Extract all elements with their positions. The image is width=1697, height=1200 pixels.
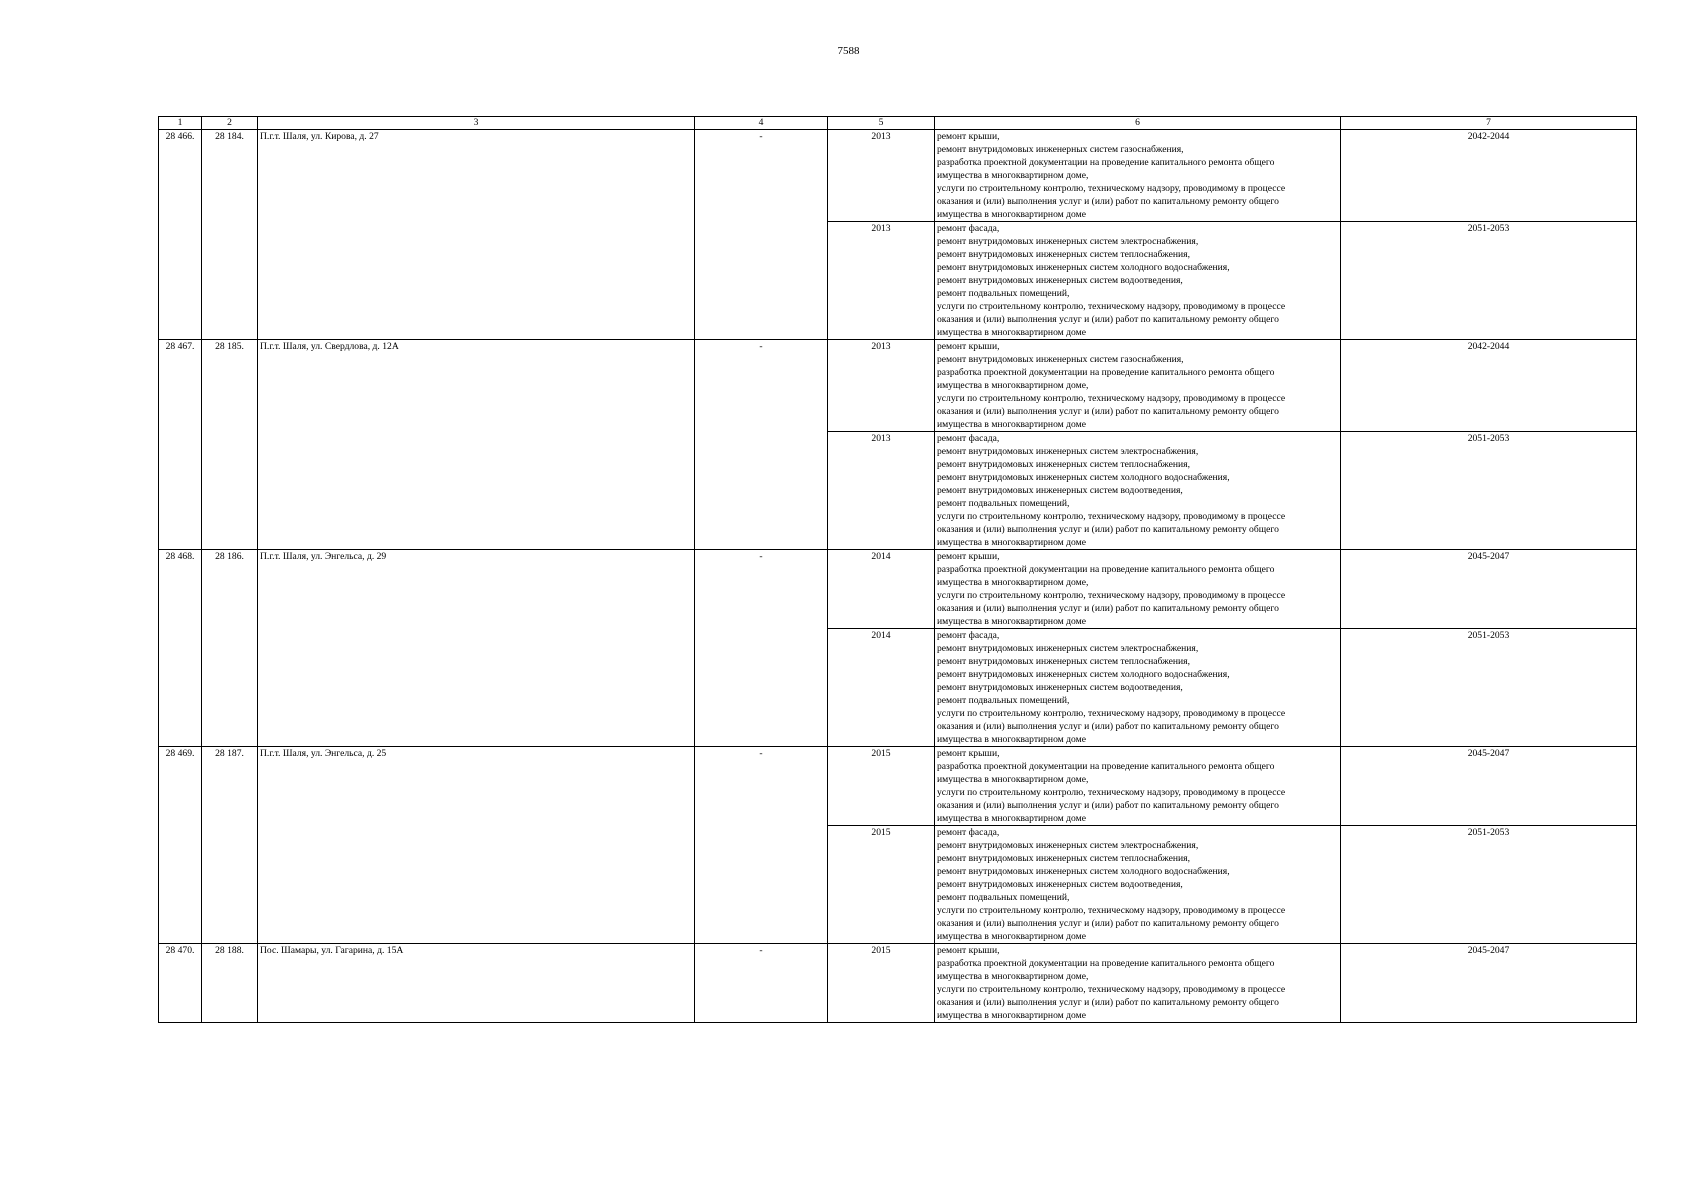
house-address: П.г.т. Шаля, ул. Кирова, д. 27 xyxy=(258,130,695,340)
column-4-value: - xyxy=(695,944,828,1023)
commission-year: 2013 xyxy=(828,432,935,550)
house-address: П.г.т. Шаля, ул. Энгельса, д. 29 xyxy=(258,550,695,747)
table-row xyxy=(159,550,1637,629)
commission-year: 2015 xyxy=(828,826,935,944)
work-types: ремонт крыши, разработка проектной документации на проведение капитального ремонта общего имущества в многоквартирном доме, услуги по строительному контролю, техническому надзору, проводимому в процессе оказания и (или) выполнения услуг и (или) работ по капитальному ремонту общего имущества в многоквартирном доме xyxy=(935,550,1341,629)
column-number: 6 xyxy=(935,117,1341,130)
house-number: 28 185. xyxy=(202,340,258,550)
work-types: ремонт крыши, разработка проектной документации на проведение капитального ремонта общего имущества в многоквартирном доме, услуги по строительному контролю, техническому надзору, проводимому в процессе оказания и (или) выполнения услуг и (или) работ по капитальному ремонту общего имущества в многоквартирном доме xyxy=(935,747,1341,826)
work-types: ремонт фасада, ремонт внутридомовых инженерных систем электроснабжения, ремонт внутридомовых инженерных систем теплоснабжения, ремонт внутридомовых инженерных систем холодного водоснабжения, ремонт внутридомовых инженерных систем водоотведения, ремонт подвальных помещений, услуги по строительному контролю, техническому надзору, проводимому в процессе оказания и (или) выполнения услуг и (или) работ по капитальному ремонту общего имущества в многоквартирном доме xyxy=(935,432,1341,550)
record-number: 28 467. xyxy=(159,340,202,550)
commission-year: 2013 xyxy=(828,130,935,222)
commission-year: 2013 xyxy=(828,222,935,340)
column-number: 4 xyxy=(695,117,828,130)
house-address: П.г.т. Шаля, ул. Свердлова, д. 12А xyxy=(258,340,695,550)
commission-year: 2015 xyxy=(828,944,935,1023)
house-number: 28 186. xyxy=(202,550,258,747)
house-address: Пос. Шамары, ул. Гагарина, д. 15А xyxy=(258,944,695,1023)
table-row xyxy=(159,340,1637,432)
work-types: ремонт крыши, ремонт внутридомовых инженерных систем газоснабжения, разработка проектной документации на проведение капитального ремонта общего имущества в многоквартирном доме, услуги по строительному контролю, техническому надзору, проводимому в процессе оказания и (или) выполнения услуг и (или) работ по капитальному ремонту общего имущества в многоквартирном доме xyxy=(935,130,1341,222)
table-row xyxy=(159,944,1637,1023)
work-types: ремонт фасада, ремонт внутридомовых инженерных систем электроснабжения, ремонт внутридомовых инженерных систем теплоснабжения, ремонт внутридомовых инженерных систем холодного водоснабжения, ремонт внутридомовых инженерных систем водоотведения, ремонт подвальных помещений, услуги по строительному контролю, техническому надзору, проводимому в процессе оказания и (или) выполнения услуг и (или) работ по капитальному ремонту общего имущества в многоквартирном доме xyxy=(935,629,1341,747)
column-4-value: - xyxy=(695,550,828,747)
table-row xyxy=(159,747,1637,826)
column-number: 5 xyxy=(828,117,935,130)
column-number: 2 xyxy=(202,117,258,130)
repair-period: 2045-2047 xyxy=(1341,550,1637,629)
repair-period: 2042-2044 xyxy=(1341,130,1637,222)
repair-period: 2051-2053 xyxy=(1341,629,1637,747)
house-number: 28 184. xyxy=(202,130,258,340)
house-address: П.г.т. Шаля, ул. Энгельса, д. 25 xyxy=(258,747,695,944)
repair-period: 2051-2053 xyxy=(1341,222,1637,340)
commission-year: 2013 xyxy=(828,340,935,432)
house-number: 28 188. xyxy=(202,944,258,1023)
column-4-value: - xyxy=(695,340,828,550)
column-number: 7 xyxy=(1341,117,1637,130)
page-number: 7588 xyxy=(837,45,860,57)
repair-period: 2045-2047 xyxy=(1341,747,1637,826)
record-number: 28 468. xyxy=(159,550,202,747)
repair-period: 2045-2047 xyxy=(1341,944,1637,1023)
column-number: 3 xyxy=(258,117,695,130)
work-types: ремонт крыши, разработка проектной документации на проведение капитального ремонта общего имущества в многоквартирном доме, услуги по строительному контролю, техническому надзору, проводимому в процессе оказания и (или) выполнения услуг и (или) работ по капитальному ремонту общего имущества в многоквартирном доме xyxy=(935,944,1341,1023)
house-number: 28 187. xyxy=(202,747,258,944)
commission-year: 2014 xyxy=(828,550,935,629)
table-row xyxy=(159,130,1637,222)
commission-year: 2015 xyxy=(828,747,935,826)
repair-period: 2042-2044 xyxy=(1341,340,1637,432)
repair-period: 2051-2053 xyxy=(1341,826,1637,944)
column-number: 1 xyxy=(159,117,202,130)
work-types: ремонт фасада, ремонт внутридомовых инженерных систем электроснабжения, ремонт внутридомовых инженерных систем теплоснабжения, ремонт внутридомовых инженерных систем холодного водоснабжения, ремонт внутридомовых инженерных систем водоотведения, ремонт подвальных помещений, услуги по строительному контролю, техническому надзору, проводимому в процессе оказания и (или) выполнения услуг и (или) работ по капитальному ремонту общего имущества в многоквартирном доме xyxy=(935,222,1341,340)
work-types: ремонт фасада, ремонт внутридомовых инженерных систем электроснабжения, ремонт внутридомовых инженерных систем теплоснабжения, ремонт внутридомовых инженерных систем холодного водоснабжения, ремонт внутридомовых инженерных систем водоотведения, ремонт подвальных помещений, услуги по строительному контролю, техническому надзору, проводимому в процессе оказания и (или) выполнения услуг и (или) работ по капитальному ремонту общего имущества в многоквартирном доме xyxy=(935,826,1341,944)
record-number: 28 469. xyxy=(159,747,202,944)
work-types: ремонт крыши, ремонт внутридомовых инженерных систем газоснабжения, разработка проектной документации на проведение капитального ремонта общего имущества в многоквартирном доме, услуги по строительному контролю, техническому надзору, проводимому в процессе оказания и (или) выполнения услуг и (или) работ по капитальному ремонту общего имущества в многоквартирном доме xyxy=(935,340,1341,432)
record-number: 28 470. xyxy=(159,944,202,1023)
column-4-value: - xyxy=(695,747,828,944)
repair-schedule-table xyxy=(158,116,1637,1023)
column-4-value: - xyxy=(695,130,828,340)
repair-period: 2051-2053 xyxy=(1341,432,1637,550)
record-number: 28 466. xyxy=(159,130,202,340)
column-number-row xyxy=(159,117,1637,130)
commission-year: 2014 xyxy=(828,629,935,747)
